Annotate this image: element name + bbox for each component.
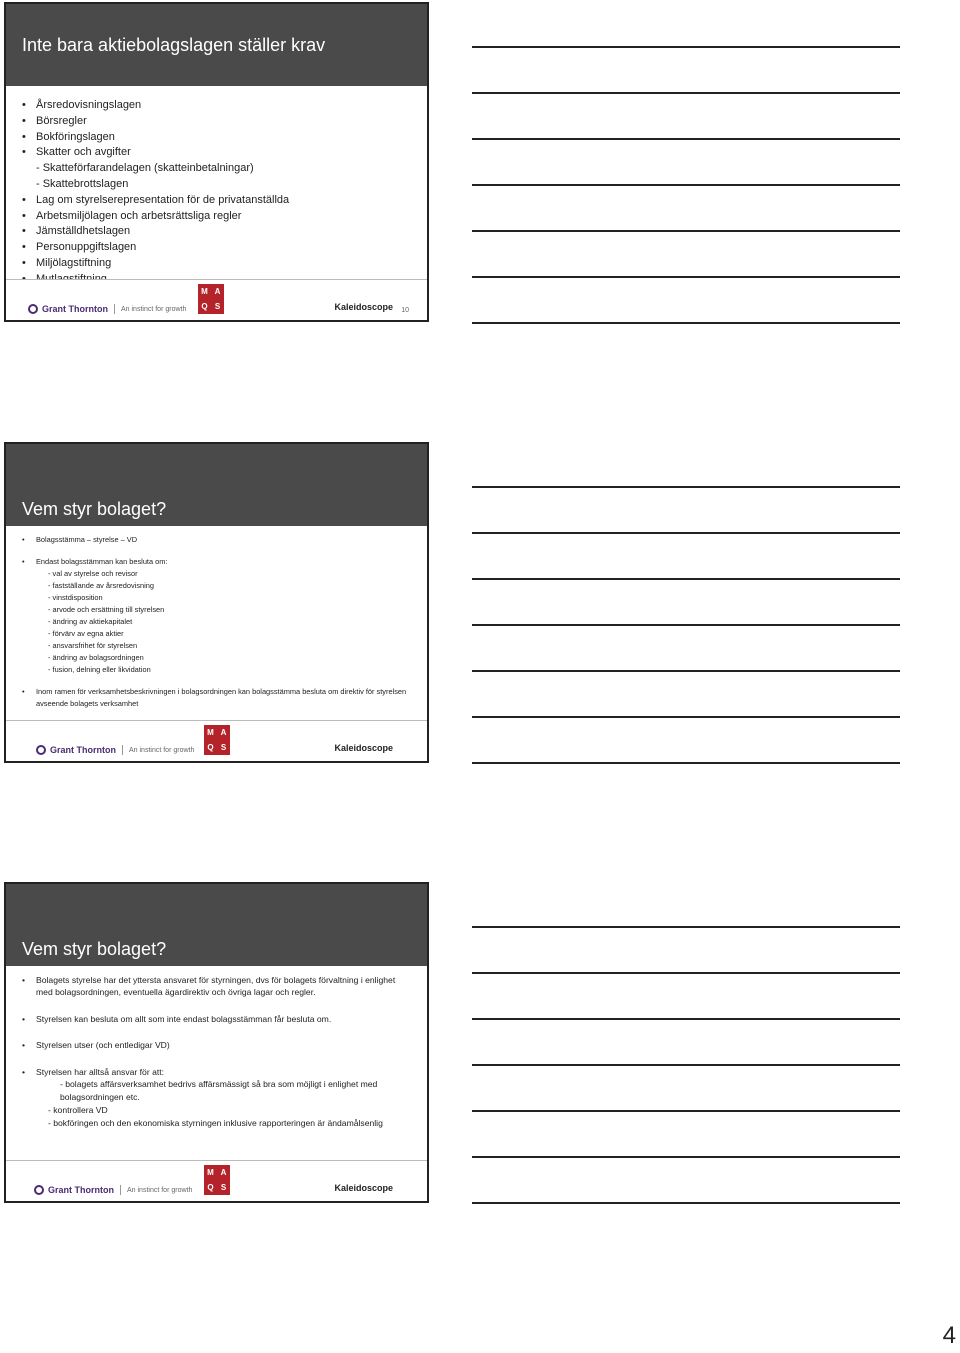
note-line	[472, 1202, 900, 1204]
maqs-letter: Q	[207, 743, 214, 752]
list-item	[20, 1039, 413, 1051]
note-line	[472, 624, 900, 626]
maqs-letter: Q	[201, 302, 208, 311]
slide-2-title: Vem styr bolaget?	[22, 499, 167, 519]
maqs-logo	[204, 725, 230, 755]
slide-2-header	[6, 444, 427, 526]
slide-2	[4, 442, 429, 763]
slide-3	[4, 882, 429, 1203]
gt-name: Grant Thornton	[50, 745, 116, 755]
note-line	[472, 532, 900, 534]
page-number: 4	[942, 1322, 956, 1349]
bullet-text: Bokföringslagen	[36, 130, 115, 143]
note-line	[472, 578, 900, 580]
maqs-letter: M	[201, 287, 208, 296]
sub-item: - val av styrelse och revisor	[48, 569, 138, 578]
slide-page-number: 10	[401, 307, 409, 314]
list-item	[20, 256, 413, 272]
sub-item: - fusion, delning eller likvidation	[48, 665, 151, 674]
gt-separator	[122, 745, 123, 755]
bullet-text: Jämställdhetslagen	[36, 225, 131, 238]
list-item	[20, 556, 413, 676]
bullet-text: Styrelsen kan besluta om allt som inte endast bolagsstämman får besluta om.	[36, 1013, 332, 1024]
list-item	[20, 209, 413, 225]
slide-2-bullet-list	[20, 534, 413, 710]
slide-3-bullet-list	[20, 974, 413, 1130]
list-item	[20, 224, 413, 240]
maqs-letter: M	[207, 1168, 214, 1177]
note-line	[472, 716, 900, 718]
bullet-text: Styrelsen utser (och entledigar VD)	[36, 1040, 170, 1051]
sub-item: - förvärv av egna aktier	[48, 629, 124, 638]
slide-1-bullet-list	[20, 98, 413, 288]
list-item	[20, 534, 413, 546]
maqs-letter: Q	[207, 1183, 214, 1192]
slide-3-footer	[6, 1160, 427, 1201]
sub-item: - Skattebrottslagen	[36, 177, 129, 190]
bullet-text: Inom ramen för verksamhetsbeskrivningen i bolagsordningen kan bolagsstämma besluta om direktiv för styrelsen avseende bolagets verksamhet	[36, 687, 407, 708]
list-item	[20, 1066, 413, 1130]
bullet-text: Personuppgiftslagen	[36, 241, 137, 254]
gt-tagline: An instinct for growth	[121, 305, 187, 313]
list-item	[20, 240, 413, 256]
maqs-letter: A	[214, 287, 221, 296]
kaleidoscope-logo: Kaleidoscope	[334, 302, 393, 312]
note-line	[472, 1064, 900, 1066]
gt-name: Grant Thornton	[48, 1185, 114, 1195]
gt-separator	[120, 1185, 121, 1195]
maqs-letter: S	[214, 302, 221, 311]
note-line	[472, 276, 900, 278]
bullet-text: Börsregler	[36, 114, 87, 127]
gt-separator	[114, 304, 115, 314]
sub-item: - ändring av bolagsordningen	[48, 653, 144, 662]
sub-item: - fastställande av årsredovisning	[48, 581, 154, 590]
list-item	[20, 98, 413, 114]
sub-item: - bolagets affärsverksamhet bedrivs affärsmässigt så bra som möjligt i enlighet med bolagsordningen etc.	[60, 1079, 378, 1103]
note-line	[472, 230, 900, 232]
bullet-text: Bolagsstämma – styrelse – VD	[36, 535, 138, 544]
slide-1-title: Inte bara aktiebolagslagen ställer krav	[22, 34, 326, 55]
maqs-letter: A	[220, 1168, 227, 1177]
slide-1	[4, 2, 429, 322]
slide-1-header	[6, 4, 427, 86]
note-line	[472, 670, 900, 672]
maqs-letter: M	[207, 728, 214, 737]
note-line	[472, 1018, 900, 1020]
slide-2-footer	[6, 720, 427, 761]
note-line	[472, 1156, 900, 1158]
list-item	[20, 193, 413, 209]
bullet-text: Årsredovisningslagen	[36, 99, 142, 111]
slide-3-body	[6, 966, 427, 1130]
list-item	[20, 145, 413, 192]
bullet-text: Arbetsmiljölagen och arbetsrättsliga regler	[36, 209, 242, 222]
bullet-text: Endast bolagsstämman kan besluta om:	[36, 557, 168, 566]
maqs-letter: S	[220, 1183, 227, 1192]
maqs-letter: A	[220, 728, 227, 737]
slide-2-body	[6, 526, 427, 710]
slide-3-title: Vem styr bolaget?	[22, 939, 167, 959]
sub-item: - ändring av aktiekapitalet	[48, 617, 133, 626]
list-item	[20, 130, 413, 146]
note-line	[472, 486, 900, 488]
list-item	[20, 114, 413, 130]
note-line	[472, 46, 900, 48]
note-line	[472, 92, 900, 94]
grant-thornton-logo	[34, 1185, 192, 1195]
sub-item: - arvode och ersättning till styrelsen	[48, 605, 165, 614]
gt-tagline: An instinct for growth	[127, 1186, 193, 1194]
sub-item: - Skatteförfarandelagen (skatteinbetalningar)	[36, 162, 254, 175]
note-line	[472, 138, 900, 140]
sub-item: - ansvarsfrihet för styrelsen	[48, 641, 138, 650]
bullet-text: Bolagets styrelse har det yttersta ansvaret för styrningen, dvs för bolagets förvaltning i enlighet med bolagsordningen, eventuella ägardirektiv och övriga lagar och regler.	[36, 975, 396, 998]
note-line	[472, 184, 900, 186]
bullet-text: Styrelsen har alltså ansvar för att:	[36, 1066, 165, 1077]
slide-1-footer	[6, 279, 427, 320]
slide-1-body	[6, 86, 427, 288]
note-line	[472, 1110, 900, 1112]
list-item	[20, 686, 413, 710]
sub-item: - kontrollera VD	[48, 1105, 108, 1116]
kaleidoscope-logo: Kaleidoscope	[334, 743, 393, 753]
sub-item: - bokföringen och den ekonomiska styrningen inklusive rapporteringen är ändamålsenlig	[48, 1118, 383, 1129]
grant-thornton-mark-icon	[28, 304, 38, 314]
grant-thornton-mark-icon	[36, 745, 46, 755]
grant-thornton-logo	[36, 745, 194, 755]
bullet-text: Lag om styrelserepresentation för de privatanställda	[36, 193, 290, 206]
gt-tagline: An instinct for growth	[129, 746, 195, 754]
note-line	[472, 972, 900, 974]
list-item	[20, 974, 413, 999]
grant-thornton-logo	[28, 304, 186, 314]
note-line	[472, 322, 900, 324]
maqs-logo	[204, 1165, 230, 1195]
maqs-logo	[198, 284, 224, 314]
note-line	[472, 926, 900, 928]
sub-list	[36, 568, 413, 676]
bullet-text: Miljölagstiftning	[36, 256, 112, 269]
gt-name: Grant Thornton	[42, 304, 108, 314]
kaleidoscope-logo: Kaleidoscope	[334, 1183, 393, 1193]
note-line	[472, 762, 900, 764]
bullet-text: Skatter och avgifter	[36, 146, 131, 159]
grant-thornton-mark-icon	[34, 1185, 44, 1195]
sub-item: - vinstdisposition	[48, 593, 103, 602]
list-item	[20, 1013, 413, 1025]
maqs-letter: S	[220, 743, 227, 752]
slide-3-header	[6, 884, 427, 966]
